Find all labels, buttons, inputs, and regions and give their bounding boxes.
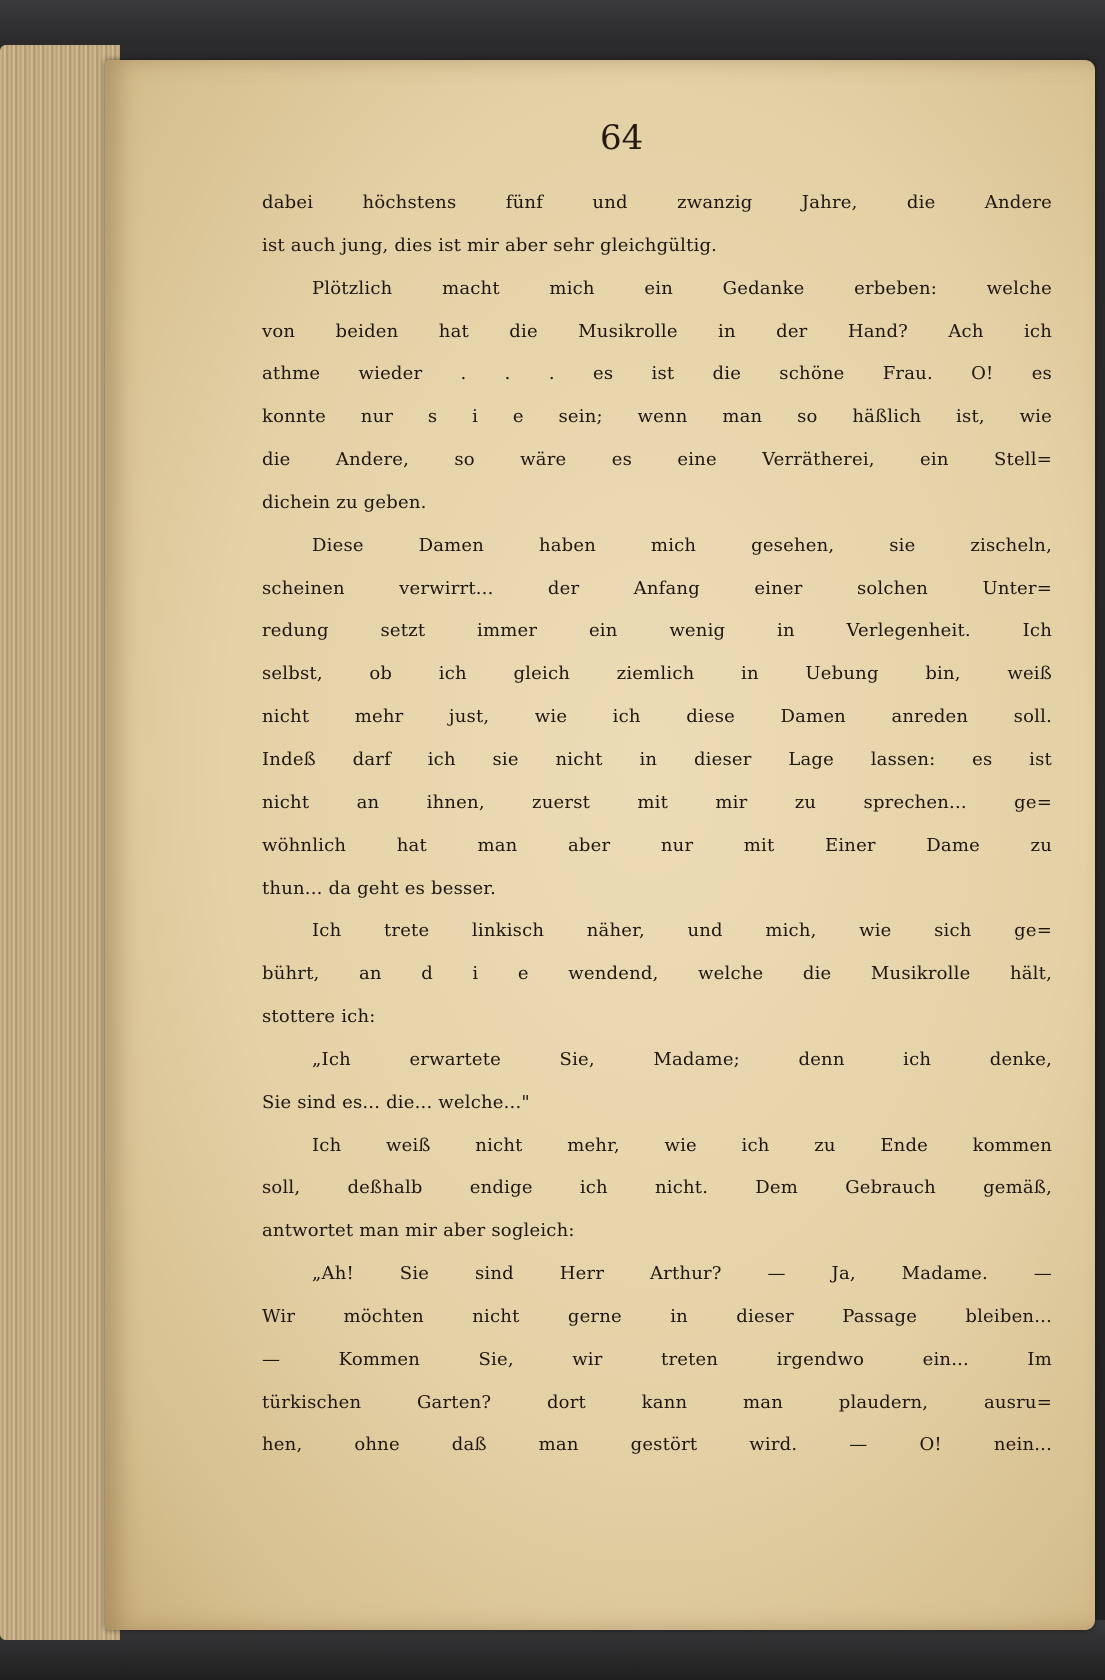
text-line: Plötzlich macht mich ein Gedanke erbeben: welche bbox=[312, 277, 1052, 299]
text-line: athme wieder . . . es ist die schöne Frau. O! es bbox=[262, 363, 1052, 385]
text-line: von beiden hat die Musikrolle in der Hand? Ach ich bbox=[262, 320, 1052, 342]
text-line: wöhnlich hat man aber nur mit Einer Dame zu bbox=[262, 834, 1052, 856]
text-line: bührt, an d i e wendend, welche die Musikrolle hält, bbox=[262, 963, 1052, 985]
text-line: — Kommen Sie, wir treten irgendwo ein... Im bbox=[262, 1348, 1052, 1370]
page-number: 64 bbox=[600, 118, 644, 158]
page-text bbox=[262, 182, 1052, 1467]
page-edges bbox=[0, 45, 120, 1640]
text-line: Ich weiß nicht mehr, wie ich zu Ende kommen bbox=[312, 1134, 1052, 1156]
text-line: nicht an ihnen, zuerst mit mir zu sprechen... ge= bbox=[262, 791, 1052, 813]
text-line: Indeß darf ich sie nicht in dieser Lage lassen: es ist bbox=[262, 748, 1052, 770]
text-line: „Ah! Sie sind Herr Arthur? — Ja, Madame. — bbox=[312, 1263, 1052, 1285]
text-line: redung setzt immer ein wenig in Verlegenheit. Ich bbox=[262, 620, 1052, 642]
text-line: konnte nur s i e sein; wenn man so häßlich ist, wie bbox=[262, 406, 1052, 428]
text-line: dichein zu geben. bbox=[262, 491, 427, 513]
text-line: scheinen verwirrt... der Anfang einer solchen Unter= bbox=[262, 577, 1052, 599]
text-line: „Ich erwartete Sie, Madame; denn ich denke, bbox=[312, 1048, 1052, 1070]
text-line: die Andere, so wäre es eine Verrätherei, ein Stell= bbox=[262, 449, 1052, 471]
text-line: selbst, ob ich gleich ziemlich in Uebung bin, weiß bbox=[262, 663, 1052, 685]
text-line: soll, deßhalb endige ich nicht. Dem Gebrauch gemäß, bbox=[262, 1177, 1052, 1199]
text-line: thun... da geht es besser. bbox=[262, 877, 497, 899]
text-line: ist auch jung, dies ist mir aber sehr gleichgültig. bbox=[262, 234, 718, 256]
text-line: antwortet man mir aber sogleich: bbox=[262, 1220, 575, 1242]
text-line: türkischen Garten? dort kann man plaudern, ausru= bbox=[262, 1391, 1052, 1413]
text-line: dabei höchstens fünf und zwanzig Jahre, die Andere bbox=[262, 192, 1052, 213]
text-line: hen, ohne daß man gestört wird. — O! nein... bbox=[262, 1434, 1052, 1456]
text-line: stottere ich: bbox=[262, 1006, 376, 1028]
text-line: Diese Damen haben mich gesehen, sie zischeln, bbox=[312, 534, 1052, 556]
text-line: Wir möchten nicht gerne in dieser Passage bleiben... bbox=[262, 1305, 1052, 1327]
text-line: Ich trete linkisch näher, und mich, wie sich ge= bbox=[312, 920, 1052, 942]
text-line: nicht mehr just, wie ich diese Damen anreden soll. bbox=[262, 706, 1052, 728]
text-line: Sie sind es... die... welche..." bbox=[262, 1091, 530, 1113]
